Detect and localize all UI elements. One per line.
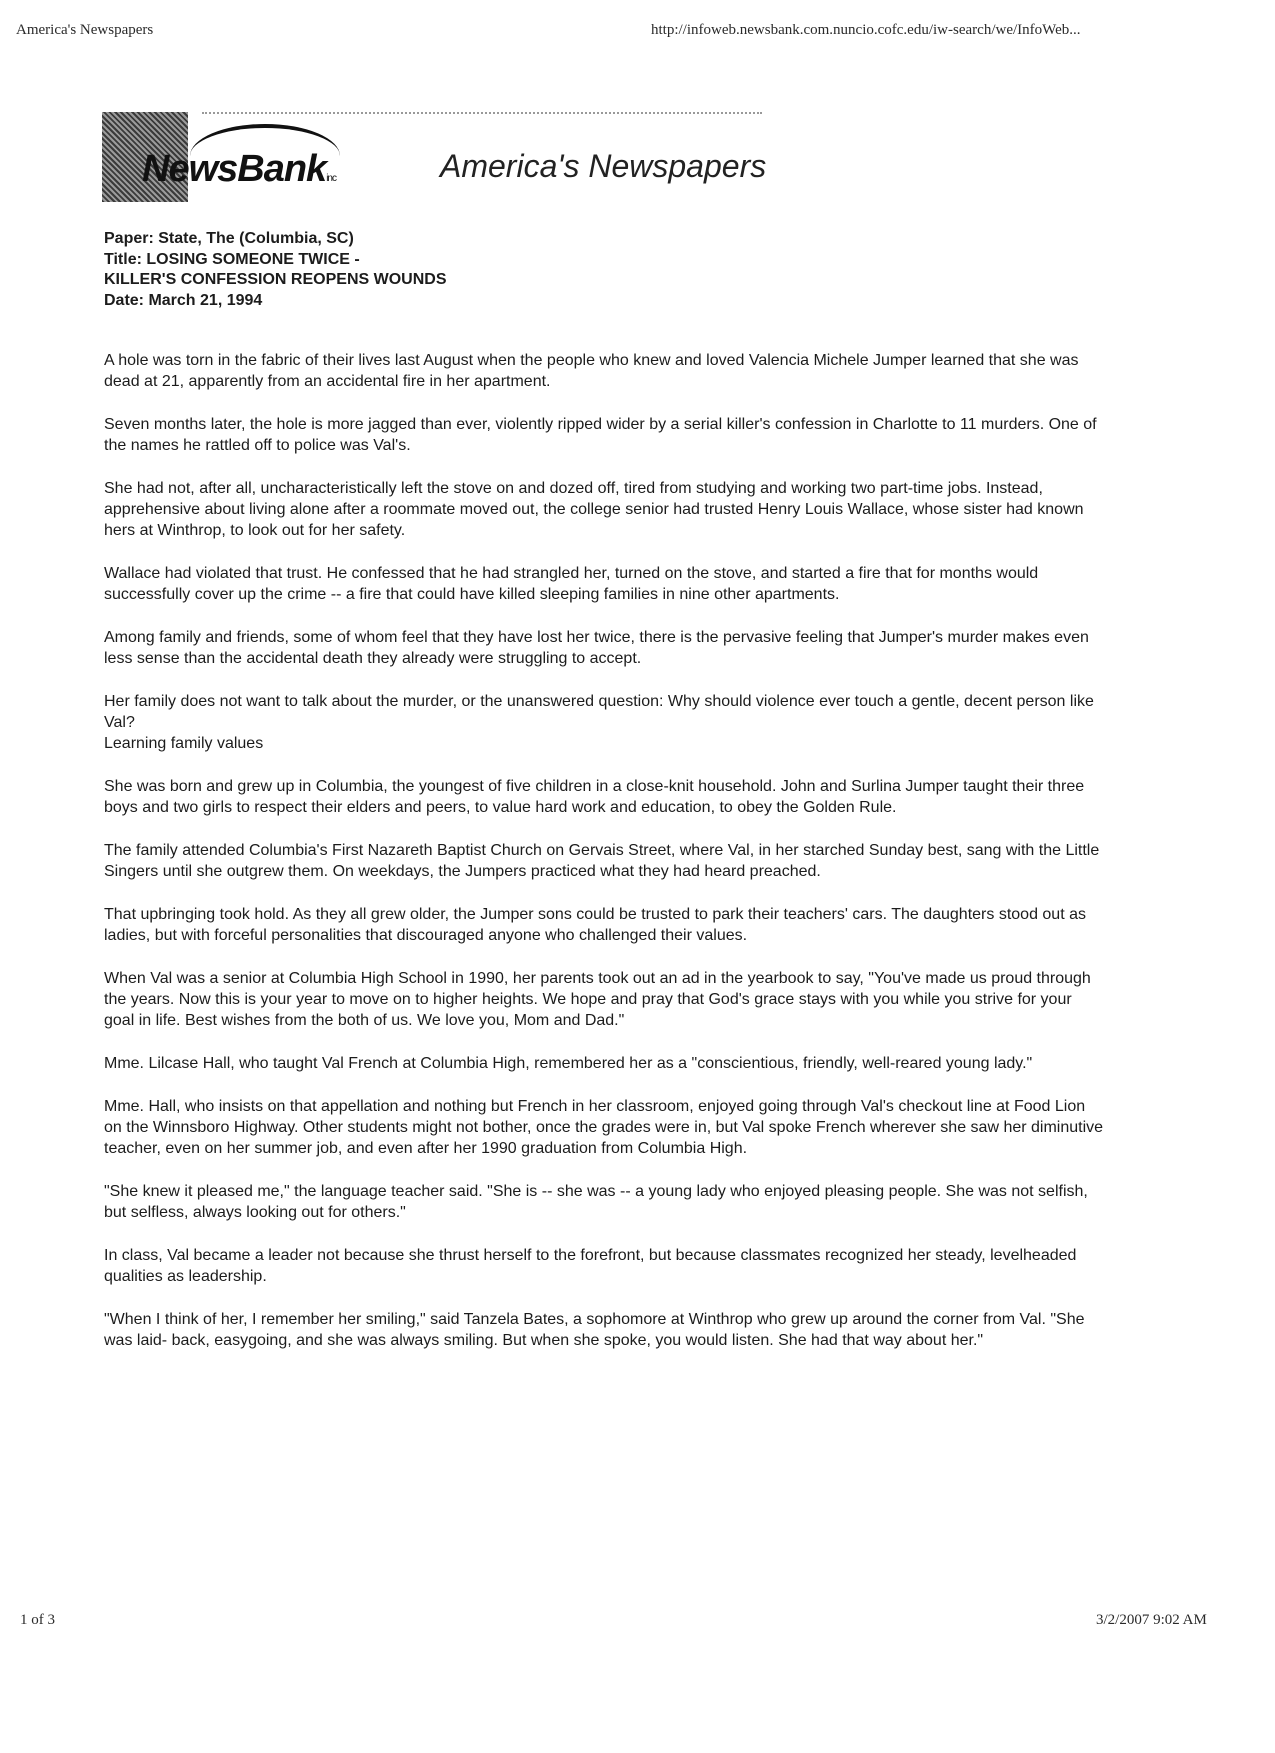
page-number: 1 of 3 <box>20 1612 55 1628</box>
print-timestamp: 3/2/2007 9:02 AM <box>1096 1612 1207 1628</box>
logo-suffix: inc <box>326 173 336 184</box>
paragraph: She had not, after all, uncharacteristically left the stove on and dozed off, tired from studying and working two part-time jobs. Instead, apprehensive about living alone after a roommate moved out, the college senior had trusted Henry Louis Wallace, whose sister had known hers at Winthrop, to look out for her safety. <box>104 480 1084 539</box>
print-header-title: America's Newspapers <box>16 22 154 38</box>
logo-wordmark <box>142 148 336 191</box>
paragraph: "When I think of her, I remember her smiling," said Tanzela Bates, a sophomore at Winthrop who grew up around the corner from Val. "She was laid- back, easygoing, and she was always smiling. But when she spoke, you would listen. She had that way about her." <box>104 1311 1085 1349</box>
paragraph: The family attended Columbia's First Nazareth Baptist Church on Gervais Street, where Val, in her starched Sunday best, sang with the Little Singers until she outgrew them. On weekdays, the Jumpers practiced what they had heard preached. <box>104 842 1100 880</box>
article-body <box>104 350 1104 1373</box>
paragraph: That upbringing took hold. As they all grew older, the Jumper sons could be trusted to park their teachers' cars. The daughters stood out as ladies, but with forceful personalities that discouraged anyone who challenged their values. <box>104 906 1086 944</box>
paragraph: When Val was a senior at Columbia High School in 1990, her parents took out an ad in the yearbook to say, "You've made us proud through the years. Now this is your year to move on to higher heights. We hope and pray that God's grace stays with you while you strive for your goal in life. Best wishes from the both of us. We love you, Mom and Dad." <box>104 970 1091 1029</box>
paper-line: Paper: State, The (Columbia, SC) <box>104 230 354 247</box>
paragraph: She was born and grew up in Columbia, the youngest of five children in a close-knit household. John and Surlina Jumper taught their three boys and two girls to respect their elders and peers, to value hard work and education, to obey the Golden Rule. <box>104 778 1085 816</box>
paragraph: In class, Val became a leader not because she thrust herself to the forefront, but because classmates recognized her steady, levelheaded qualities as leadership. <box>104 1247 1077 1285</box>
paragraph: Seven months later, the hole is more jagged than ever, violently ripped wider by a serial killer's confession in Charlotte to 11 murders. One of the names he rattled off to police was Val's. <box>104 416 1097 454</box>
print-header-url: http://infoweb.newsbank.com.nuncio.cofc.edu/iw-search/we/InfoWeb... <box>651 22 1081 38</box>
paragraph: Wallace had violated that trust. He confessed that he had strangled her, turned on the stove, and started a fire that for months would successfully cover up the crime -- a fire that could have killed sleeping families in nine other apartments. <box>104 565 1039 603</box>
newsbank-logo <box>102 112 842 207</box>
paragraph: Her family does not want to talk about the murder, or the unanswered question: Why should violence ever touch a gentle, decent person like Val? <box>104 693 1094 731</box>
logo-tagline: America's Newspapers <box>440 148 767 184</box>
paragraph: "She knew it pleased me," the language teacher said. "She is -- she was -- a young lady who enjoyed pleasing people. She was not selfish, but selfless, always looking out for others." <box>104 1183 1088 1221</box>
title-line-1: Title: LOSING SOMEONE TWICE - <box>104 250 360 268</box>
scan-dots <box>202 112 762 118</box>
paragraph: Mme. Lilcase Hall, who taught Val French at Columbia High, remembered her as a "conscientious, friendly, well-reared young lady." <box>104 1055 1033 1072</box>
article-metadata <box>104 229 1004 311</box>
paragraph: A hole was torn in the fabric of their lives last August when the people who knew and loved Valencia Michele Jumper learned that she was dead at 21, apparently from an accidental fire in her apartment. <box>104 352 1079 390</box>
paragraph: Mme. Hall, who insists on that appellation and nothing but French in her classroom, enjoyed going through Val's checkout line at Food Lion on the Winnsboro Highway. Other students might not bother, once the grades were in, but Val spoke French wherever she saw her diminutive teacher, even on her summer job, and even after her 1990 graduation from Columbia High. <box>104 1098 1104 1157</box>
logo-wordmark-text: NewsBank <box>142 148 327 190</box>
paragraph: Among family and friends, some of whom feel that they have lost her twice, there is the pervasive feeling that Jumper's murder makes even less sense than the accidental death they already were struggling to accept. <box>104 629 1089 667</box>
title-line-2: KILLER'S CONFESSION REOPENS WOUNDS <box>104 271 447 288</box>
date-line: Date: March 21, 1994 <box>104 291 263 309</box>
section-subhead: Learning family values <box>104 735 264 752</box>
